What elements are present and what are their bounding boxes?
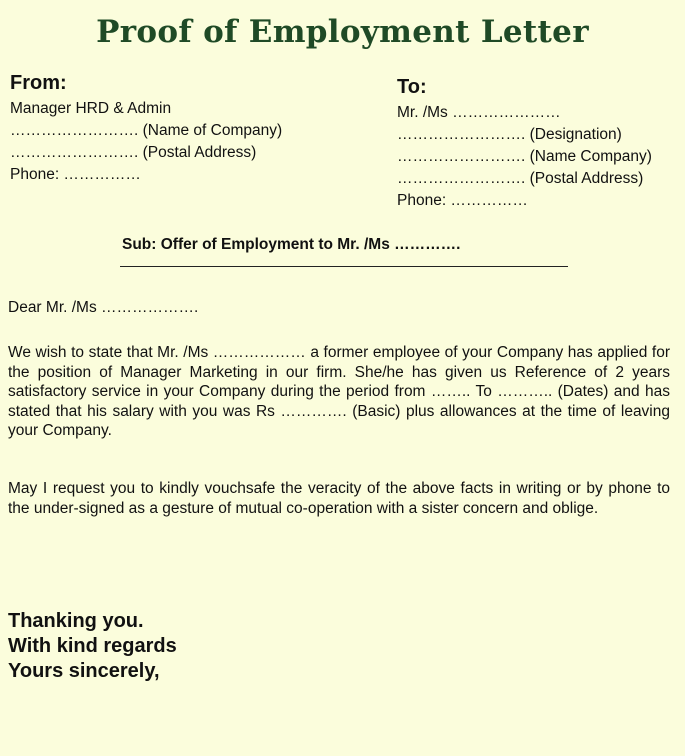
from-heading: From:	[10, 72, 67, 94]
closing-line: Yours sincerely,	[8, 660, 160, 682]
to-line: ……………………. (Postal Address)	[397, 170, 644, 187]
to-heading: To:	[397, 76, 427, 98]
from-line: ……………………. (Name of Company)	[10, 122, 283, 139]
to-block	[397, 74, 652, 212]
from-line: ……………………. (Postal Address)	[10, 144, 257, 161]
letter-title: Proof of Employment Letter	[96, 14, 589, 50]
to-line: ……………………. (Designation)	[397, 126, 622, 143]
body-paragraph: May I request you to kindly vouchsafe the veracity of the above facts in writing or by phone to the under-signed as a gesture of mutual co-operation with a sister concern and oblige.	[8, 480, 670, 517]
to-line: ……………………. (Name Company)	[397, 148, 652, 165]
from-line: Manager HRD & Admin	[10, 100, 172, 117]
from-block	[10, 70, 282, 186]
to-line: Phone: ……………	[397, 192, 528, 209]
from-line: Phone: ……………	[10, 166, 141, 183]
closing-block	[8, 609, 177, 684]
subject-divider	[120, 266, 568, 267]
salutation: Dear Mr. /Ms ……………….	[8, 299, 199, 316]
closing-line: With kind regards	[8, 635, 177, 657]
closing-line: Thanking you.	[8, 610, 144, 632]
body-paragraph: We wish to state that Mr. /Ms ……………… a former employee of your Company has applied for the position of Manager Marketing in our firm. She/he has given us Reference of 2 years satisfactory service in your Company during the period from …….. To ……….. (Dates) and has stated that his salary with you was Rs …………. (Basic) plus allowances at the time of leaving your Company.	[8, 344, 670, 439]
to-line: Mr. /Ms …………………	[397, 104, 561, 121]
subject-line: Sub: Offer of Employment to Mr. /Ms ………….	[122, 236, 461, 253]
